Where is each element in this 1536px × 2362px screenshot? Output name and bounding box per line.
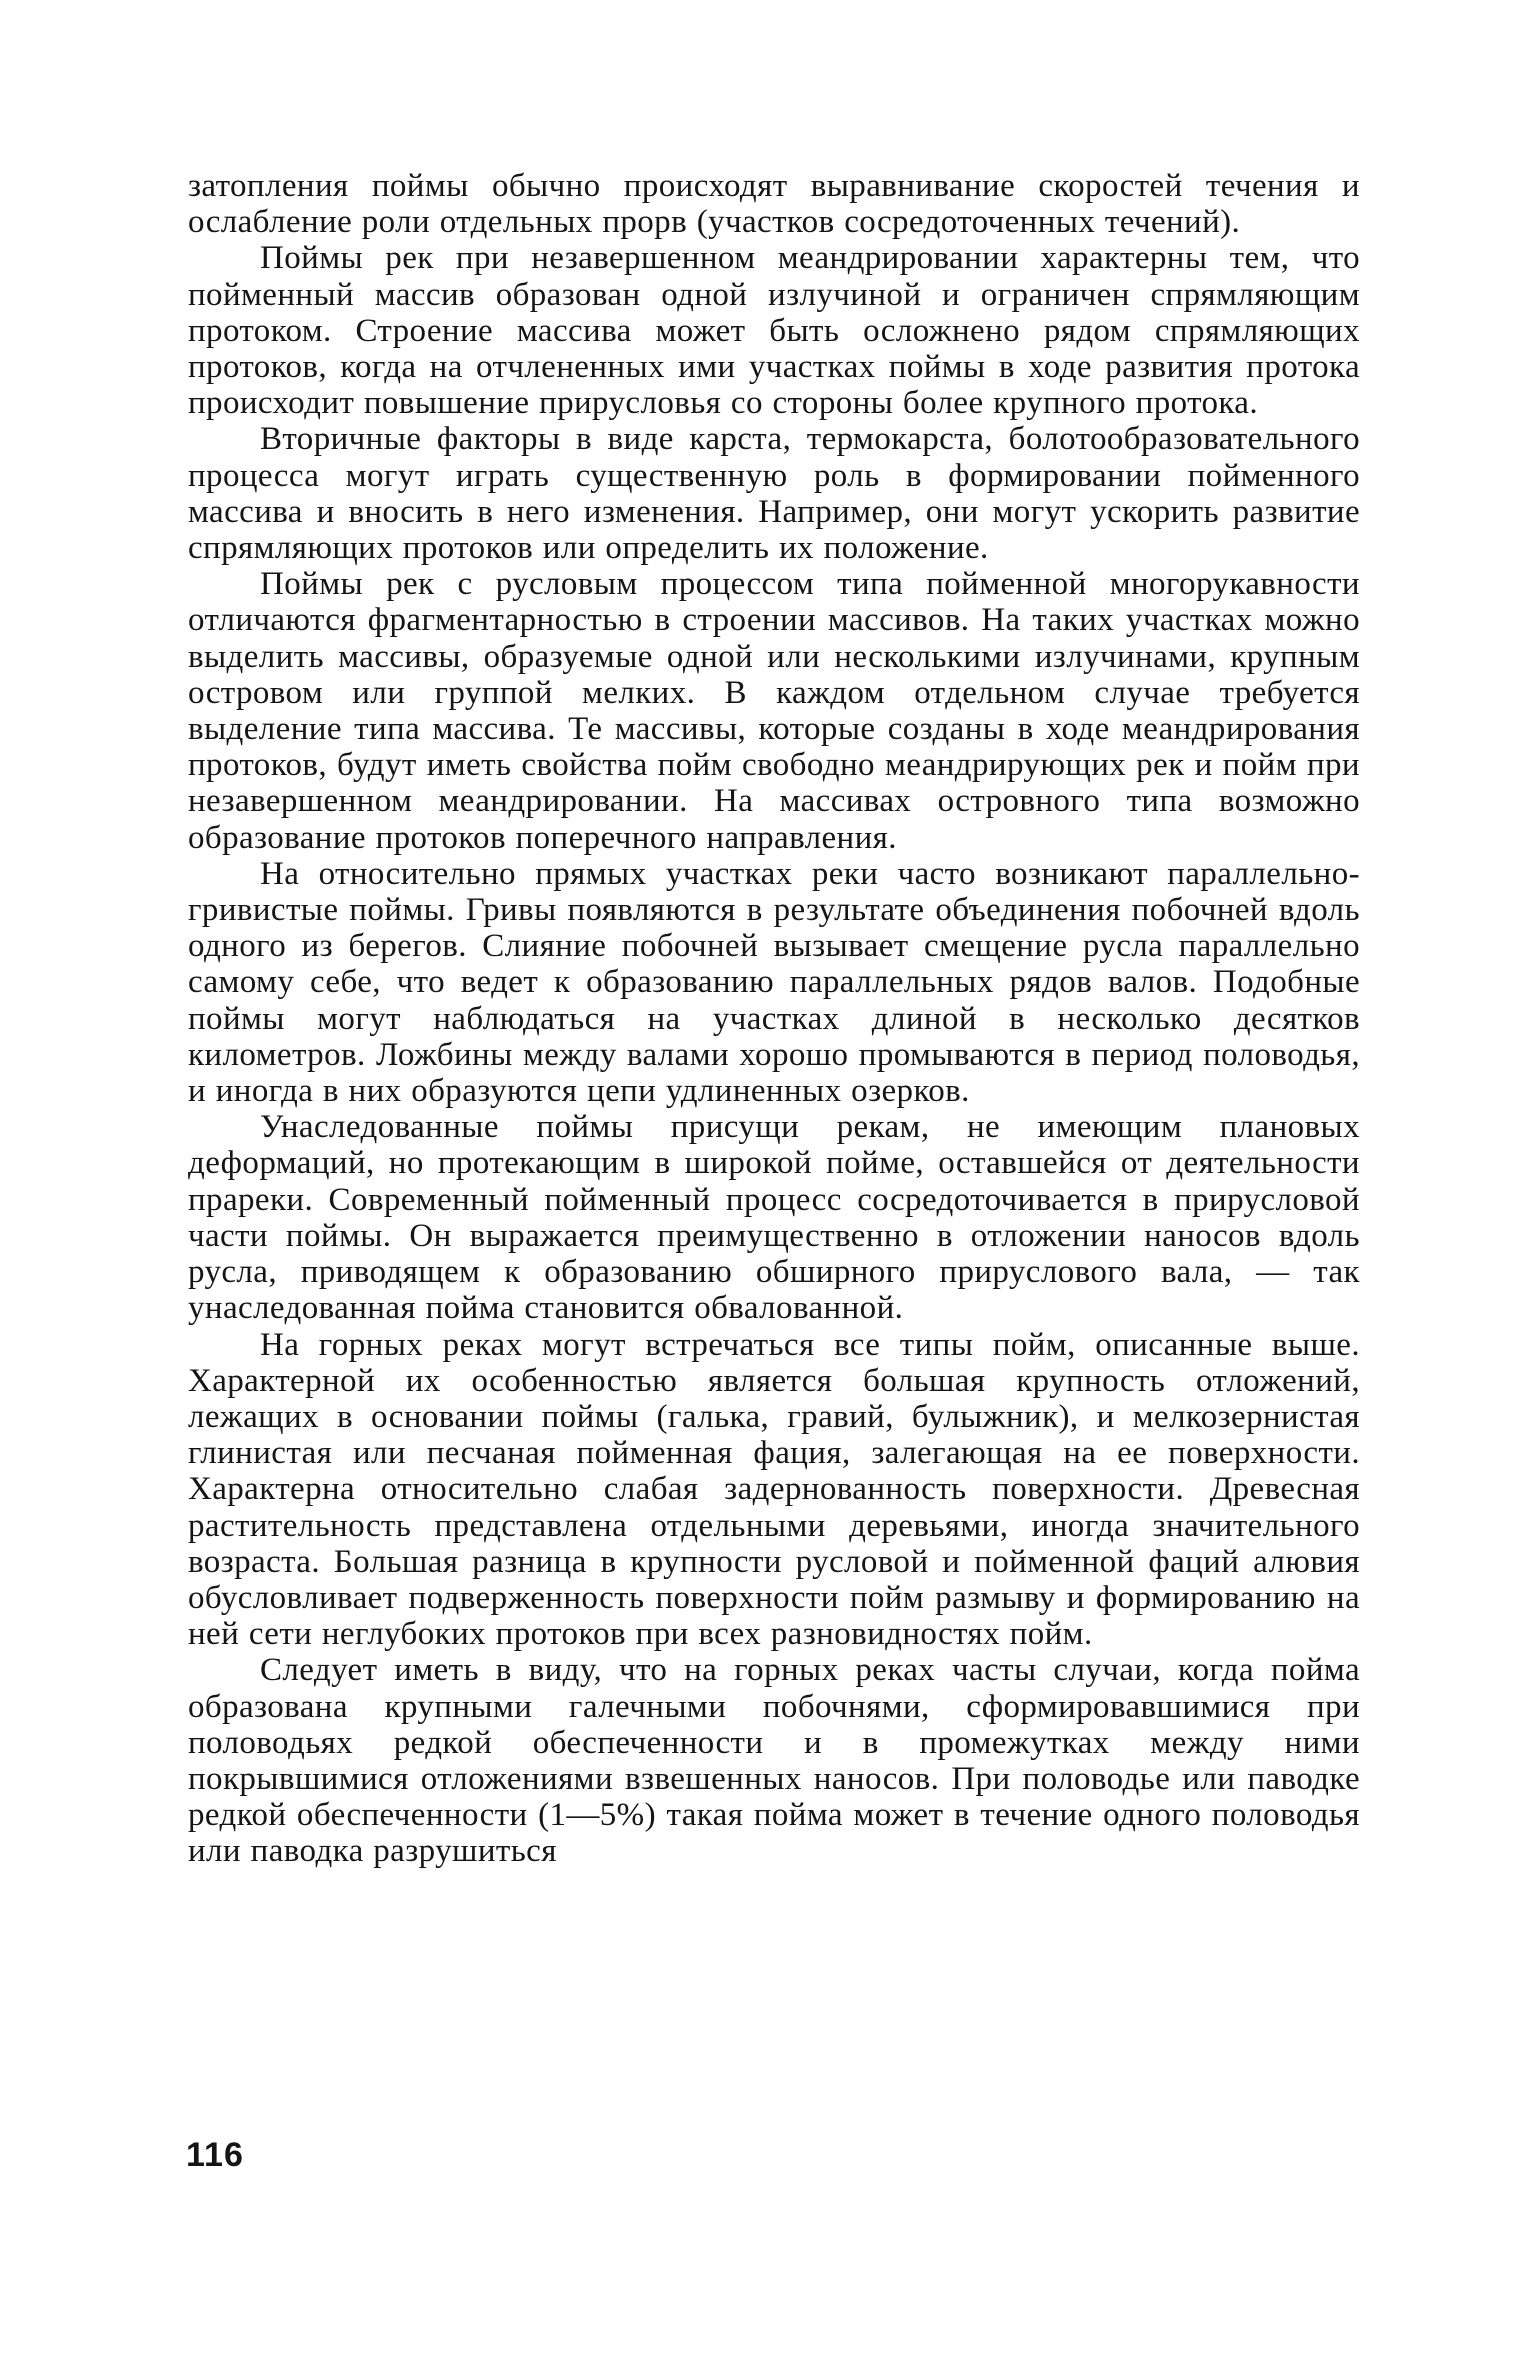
body-text [188,168,1360,1870]
page-number: 116 [186,2136,244,2174]
paragraph-secondary-factors: Вторичные факторы в виде карста, термокарста, болотообразовательного процесса могут играть существенную роль в формировании пойменного массива и вносить в него изменения. Например, они могут ускорить развитие спрямляющих протоков или определить их положение. [188,421,1360,567]
paragraph-multi-channel: Поймы рек с русловым процессом типа пойменной многорукавности отличаются фрагментарностью в строении массивов. На таких участках можно выделить массивы, образуемые одной или несколькими излучинами, крупным островом или группой мелких. В каждом отдельном случае требуется выделение типа массива. Те массивы, которые созданы в ходе меандрирования протоков, будут иметь свойства пойм свободно меандрирующих рек и пойм при незавершенном меандрировании. На массивах островного типа возможно образование протоков поперечного направления. [188,566,1360,856]
paragraph-inherited-floodplains: Унаследованные поймы присущи рекам, не имеющим плановых деформаций, но протекающим в широкой пойме, оставшейся от деятельности прареки. Современный пойменный процесс сосредоточивается в прирусловой части поймы. Он выражается преимущественно в отложении наносов вдоль русла, приводящем к образованию обширного прируслового вала, — так унаследованная пойма становится обвалованной. [188,1109,1360,1327]
paragraph-parallel-ridges: На относительно прямых участках реки часто возникают параллельно-гривистые поймы. Гривы появляются в результате объединения побочней вдоль одного из берегов. Слияние побочней вызывает смещение русла параллельно самому себе, что ведет к образованию параллельных рядов валов. Подобные поймы могут наблюдаться на участках длиной в несколько десятков километров. Ложбины между валами хорошо промываются в период половодья, и иногда в них образуются цепи удлиненных озерков. [188,855,1360,1110]
paragraph-mountain-rivers: На горных реках могут встречаться все типы пойм, описанные выше. Характерной их особенностью является большая крупность отложений, лежащих в основании поймы (галька, гравий, булыжник), и мелкозернистая глинистая или песчаная пойменная фация, залегающая на ее поверхности. Характерна относительно слабая задернованность поверхности. Древесная растительность представлена отдельными деревьями, иногда значительного возраста. Большая разница в крупности русловой и пойменной фаций алювия обусловливает подверженность поверхности пойм размыву и формированию на ней сети неглубоких протоков при всех разновидностях пойм. [188,1326,1360,1653]
paragraph-gravel-bars: Следует иметь в виду, что на горных реках часты случаи, когда пойма образована крупными галечными побочнями, сформировавшимися при половодьях редкой обеспеченности и в промежутках между ними покрывшимися отложениями взвешенных наносов. При половодье или паводке редкой обеспеченности (1—5%) такая пойма может в течение одного половодья или паводка разрушиться [188,1652,1360,1870]
paragraph-incomplete-meandering: Поймы рек при незавершенном меандрировании характерны тем, что пойменный массив образован одной излучиной и ограничен спрямляющим протоком. Строение массива может быть осложнено рядом спрямляющих протоков, когда на отчлененных ими участках поймы в ходе развития протока происходит повышение прирусловья со стороны более крупного протока. [188,240,1360,422]
paragraph-continuation: затопления поймы обычно происходят выравнивание скоростей течения и ослабление роли отдельных прорв (участков сосредоточенных течений). [188,168,1360,241]
